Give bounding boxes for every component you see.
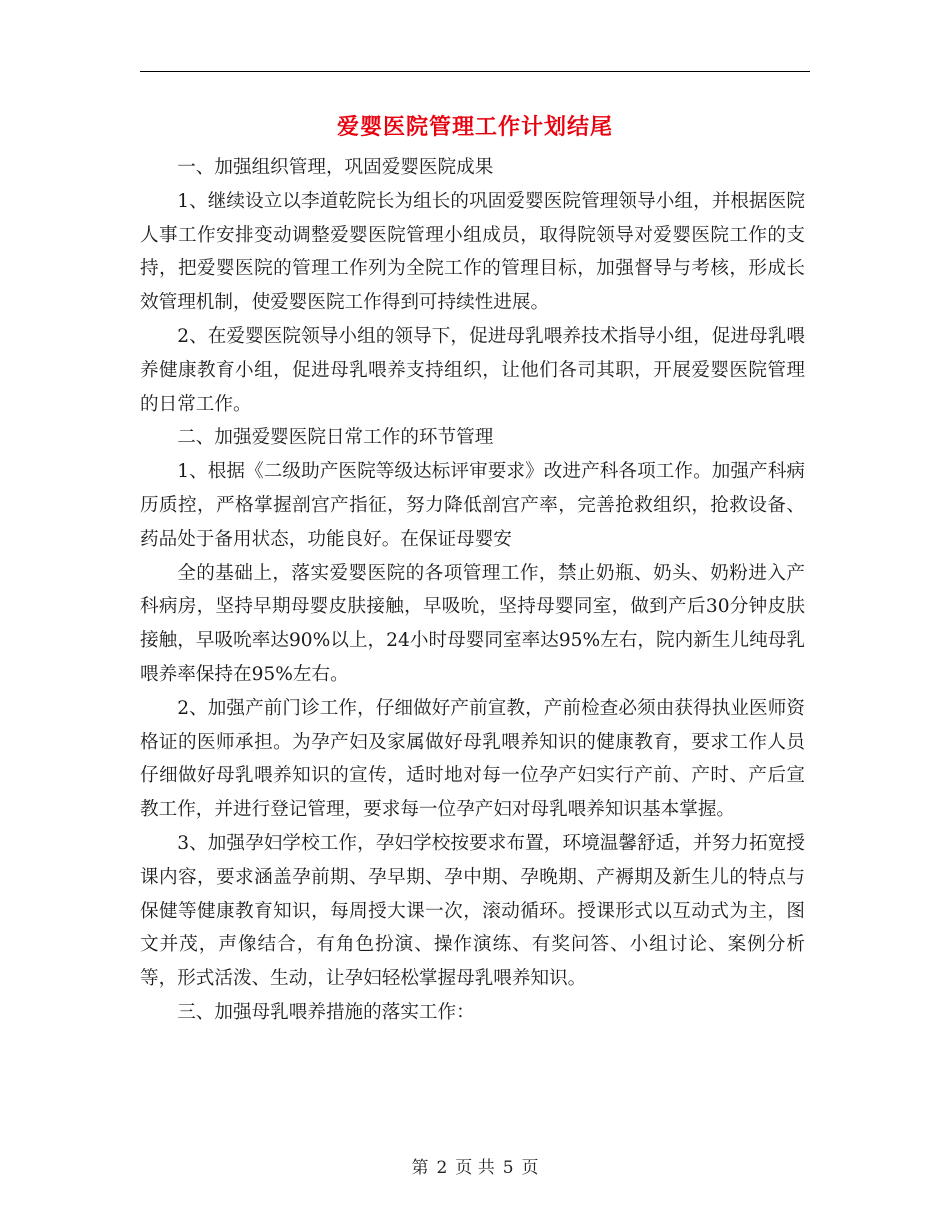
page-footer (140, 1153, 810, 1178)
paragraph: 1、根据《二级助产医院等级达标评审要求》改进产科各项工作。加强产科病历质控，严格掌握剖宫产指征，努力降低剖宫产率，完善抢救组织，抢救设备、药品处于备用状态，功能良好。在保证母婴安 (140, 461, 805, 550)
document-body (140, 151, 805, 1030)
paragraph: 1、继续设立以李道乾院长为组长的巩固爱婴医院管理领导小组，并根据医院人事工作安排变动调整爱婴医院管理小组成员，取得院领导对爱婴医院工作的支持，把爱婴医院的管理工作列为全院工作的管理目标，加强督导与考核，形成长效管理机制，使爱婴医院工作得到可持续性进展。 (140, 190, 805, 314)
paragraph: 3、加强孕妇学校工作，孕妇学校按要求布置，环境温馨舒适，并努力拓宽授课内容，要求涵盖孕前期、孕早期、孕中期、孕晚期、产褥期及新生儿的特点与保健等健康教育知识，每周授大课一次，滚动循环。授课形式以互动式为主，图文并茂，声像结合，有角色扮演、操作演练、有奖问答、小组讨论、案例分析等，形式活泼、生动，让孕妇轻松掌握母乳喂养知识。 (140, 832, 805, 990)
footer-suffix: 页 (521, 1158, 539, 1178)
section-heading-2: 二、加强爱婴医院日常工作的环节管理 (177, 427, 494, 449)
page-total: 5 (502, 1158, 514, 1178)
section-heading-3: 三、加强母乳喂养措施的落实工作： (177, 1001, 475, 1023)
section-heading-1: 一、加强组织管理，巩固爱婴医院成果 (177, 157, 494, 178)
document-title: 爱婴医院管理工作计划结尾 (336, 114, 613, 140)
paragraph: 2、在爱婴医院领导小组的领导下，促进母乳喂养技术指导小组，促进母乳喂养健康教育小组，促进母乳喂养支持组织，让他们各司其职，开展爱婴医院管理的日常工作。 (140, 325, 805, 415)
paragraph: 2、加强产前门诊工作，仔细做好产前宣教，产前检查必须由获得执业医师资格证的医师承担。为孕产妇及家属做好母乳喂养知识的健康教育，要求工作人员仔细做好母乳喂养知识的宣传，适时地对每一位孕产妇实行产前、产时、产后宣教工作，并进行登记管理，要求每一位孕产妇对母乳喂养知识基本掌握。 (140, 697, 805, 821)
header-rule (140, 71, 810, 72)
paragraph: 全的基础上，落实爱婴医院的各项管理工作，禁止奶瓶、奶头、奶粉进入产科病房，坚持早期母婴皮肤接触，早吸吮，坚持母婴同室，做到产后30分钟皮肤接触，早吸吮率达90%以上，24小时母婴同室率达95%左右，院内新生儿纯母乳喂养率保持在95%左右。 (140, 562, 805, 685)
footer-middle: 页 共 (455, 1158, 495, 1178)
page-number: 2 (436, 1158, 448, 1178)
footer-prefix: 第 (411, 1158, 429, 1178)
